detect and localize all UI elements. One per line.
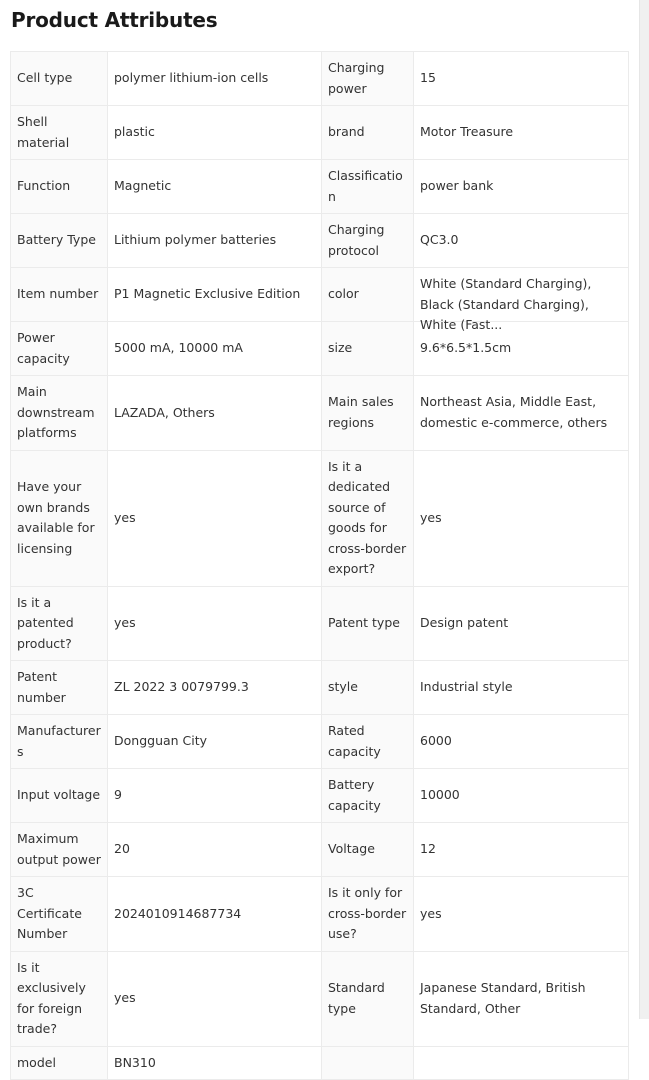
table-row	[11, 52, 629, 106]
attribute-value: ZL 2022 3 0079799.3	[108, 661, 322, 715]
attribute-label: Input voltage	[11, 769, 108, 823]
attribute-label: color	[322, 268, 414, 322]
attribute-value: 9	[108, 769, 322, 823]
attribute-value: Industrial style	[414, 661, 629, 715]
attribute-value: power bank	[414, 160, 629, 214]
attribute-value: 15	[414, 52, 629, 106]
attribute-label: Power capacity	[11, 322, 108, 376]
table-row	[11, 769, 629, 823]
attribute-label: style	[322, 661, 414, 715]
attribute-label: Manufacturers	[11, 715, 108, 769]
attribute-value: plastic	[108, 106, 322, 160]
attribute-label: 3C Certificate Number	[11, 877, 108, 952]
table-row	[11, 106, 629, 160]
attribute-label: Voltage	[322, 823, 414, 877]
table-row	[11, 268, 629, 322]
attribute-value: 10000	[414, 769, 629, 823]
attribute-label: size	[322, 322, 414, 376]
attribute-value: yes	[108, 586, 322, 661]
attribute-label: Is it exclusively for foreign trade?	[11, 951, 108, 1046]
attribute-value: Northeast Asia, Middle East, domestic e-commerce, others	[414, 376, 629, 451]
attribute-label: Function	[11, 160, 108, 214]
attribute-value: yes	[414, 877, 629, 952]
table-row	[11, 450, 629, 586]
attribute-value: Design patent	[414, 586, 629, 661]
table-row	[11, 661, 629, 715]
attribute-label: Have your own brands available for licensing	[11, 450, 108, 586]
table-row	[11, 322, 629, 376]
attribute-value: yes	[108, 450, 322, 586]
page-title: Product Attributes	[11, 8, 218, 32]
attribute-value: yes	[414, 450, 629, 586]
attribute-value: 20	[108, 823, 322, 877]
attribute-label: Shell material	[11, 106, 108, 160]
attribute-value: yes	[108, 951, 322, 1046]
attribute-value: LAZADA, Others	[108, 376, 322, 451]
attribute-value: Lithium polymer batteries	[108, 214, 322, 268]
attribute-label: model	[11, 1046, 108, 1080]
attribute-label: Charging power	[322, 52, 414, 106]
attribute-value: Magnetic	[108, 160, 322, 214]
table-row	[11, 214, 629, 268]
attribute-label	[322, 1046, 414, 1080]
table-row	[11, 376, 629, 451]
attributes-table	[10, 51, 629, 1080]
attribute-value: BN310	[108, 1046, 322, 1080]
attribute-label: Patent type	[322, 586, 414, 661]
attribute-label: Main sales regions	[322, 376, 414, 451]
attribute-label: Patent number	[11, 661, 108, 715]
attribute-value: P1 Magnetic Exclusive Edition	[108, 268, 322, 322]
table-row	[11, 951, 629, 1046]
table-row	[11, 823, 629, 877]
attribute-label: Classification	[322, 160, 414, 214]
attribute-value: 12	[414, 823, 629, 877]
table-row	[11, 877, 629, 952]
attribute-label: Battery capacity	[322, 769, 414, 823]
attribute-value: Motor Treasure	[414, 106, 629, 160]
attribute-label: brand	[322, 106, 414, 160]
attribute-value	[414, 1046, 629, 1080]
attribute-value: Japanese Standard, British Standard, Other	[414, 951, 629, 1046]
attribute-value: 5000 mA, 10000 mA	[108, 322, 322, 376]
attribute-value-text: White (Standard Charging), Black (Standard Charging), White (Fast...	[420, 276, 592, 332]
attribute-value	[414, 268, 629, 332]
attribute-value: 2024010914687734	[108, 877, 322, 952]
table-row	[11, 586, 629, 661]
attribute-label: Charging protocol	[322, 214, 414, 268]
attribute-value: 9.6*6.5*1.5cm	[414, 322, 629, 376]
attribute-label: Battery Type	[11, 214, 108, 268]
attribute-label: Maximum output power	[11, 823, 108, 877]
table-row	[11, 1046, 629, 1080]
attribute-label: Is it a patented product?	[11, 586, 108, 661]
attribute-value: Dongguan City	[108, 715, 322, 769]
attribute-label: Item number	[11, 268, 108, 322]
attribute-label: Main downstream platforms	[11, 376, 108, 451]
attribute-label: Rated capacity	[322, 715, 414, 769]
attribute-label: Cell type	[11, 52, 108, 106]
attribute-label: Is it a dedicated source of goods for cross-border export?	[322, 450, 414, 586]
table-row	[11, 715, 629, 769]
page-scrollbar[interactable]	[639, 0, 649, 1019]
attribute-value: QC3.0	[414, 214, 629, 268]
table-row	[11, 160, 629, 214]
attribute-value: polymer lithium-ion cells	[108, 52, 322, 106]
attribute-value: 6000	[414, 715, 629, 769]
attribute-label: Standard type	[322, 951, 414, 1046]
attribute-label: Is it only for cross-border use?	[322, 877, 414, 952]
